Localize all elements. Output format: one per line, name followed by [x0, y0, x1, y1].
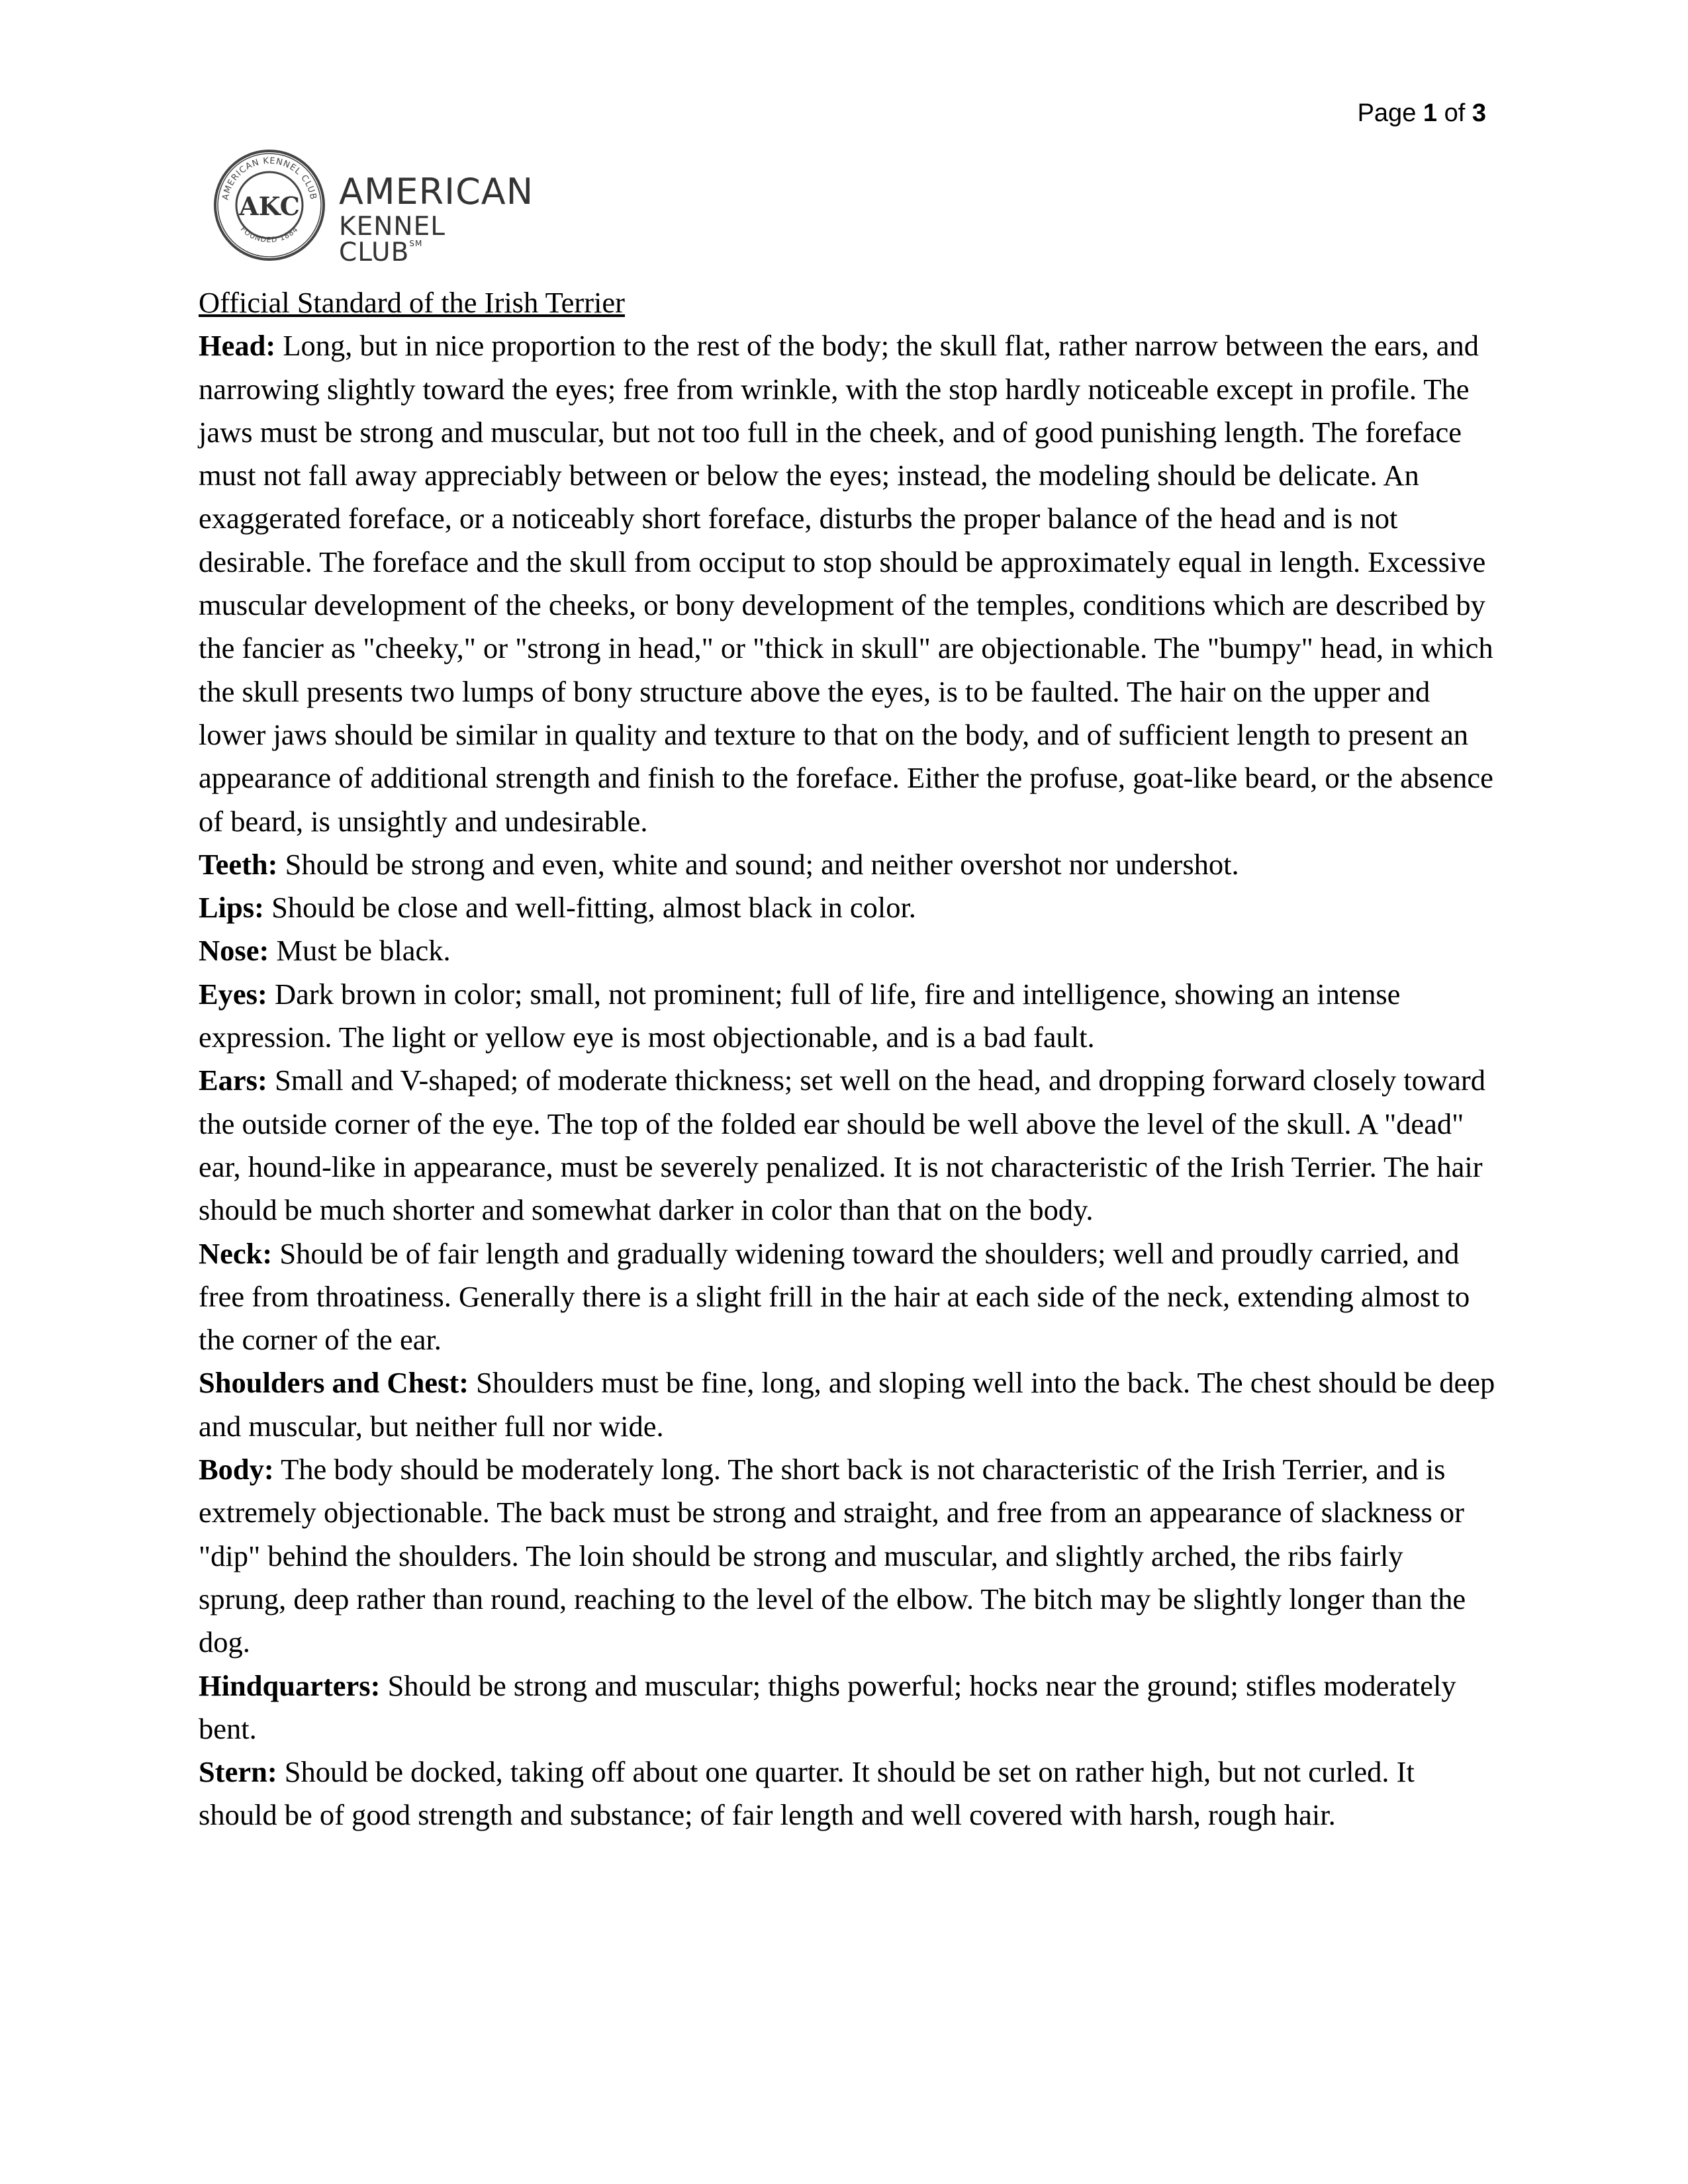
- service-mark: SM: [409, 239, 423, 248]
- section-text: Should be of fair length and gradually widening toward the shoulders; well and proudly carried, and free from throatiness. Generally there is a slight frill in the hair at each side of the neck, extending almost to the corner of the ear.: [199, 1236, 1470, 1357]
- page-number-current: 1: [1423, 99, 1438, 127]
- section-text: Should be close and well-fitting, almost black in color.: [263, 891, 916, 925]
- wordmark-line2-text: KENNEL CLUB: [339, 212, 445, 267]
- section-text: Should be strong and muscular; thighs powerful; hocks near the ground; stifles moderately bent.: [199, 1668, 1456, 1745]
- section-label: Shoulders and Chest:: [199, 1366, 469, 1400]
- page-number-of: of: [1444, 99, 1466, 127]
- akc-wordmark: [339, 171, 534, 267]
- document-body: [199, 281, 1496, 1837]
- section-label: Lips:: [199, 891, 264, 925]
- page-number-prefix: Page: [1357, 99, 1417, 127]
- section-text: Should be docked, taking off about one quarter. It should be set on rather high, but not curled. It should be of good strength and substance; of fair length and well covered with harsh, rough hair.: [199, 1755, 1415, 1832]
- section-label: Hindquarters:: [199, 1668, 381, 1702]
- section-text: Small and V-shaped; of moderate thickness; set well on the head, and dropping forward closely toward the outside corner of the eye. The top of the folded ear should be well above the level of the skull. A "dead" ear, hound-like in appearance, must be severely penalized. It is not characteristic of the Irish Terrier. The hair should be much shorter and somewhat darker in color than that on the body.: [199, 1064, 1485, 1227]
- section-label: Ears:: [199, 1064, 267, 1097]
- section-text: Shoulders must be fine, long, and sloping well into the back. The chest should be deep and muscular, but neither full nor wide.: [199, 1366, 1495, 1443]
- document-title: Official Standard of the Irish Terrier: [199, 286, 625, 319]
- section-text: Should be strong and even, white and sound; and neither overshot nor undershot.: [277, 847, 1239, 881]
- standard-section: [199, 1751, 1496, 1837]
- section-label: Head:: [199, 329, 276, 363]
- section-label: Nose:: [199, 934, 269, 968]
- section-label: Neck:: [199, 1236, 273, 1270]
- seal-ring-bottom-text: FOUNDED 1884: [238, 224, 301, 245]
- akc-logo: [213, 149, 534, 267]
- akc-seal-icon: [213, 149, 326, 261]
- standard-section: [199, 973, 1496, 1060]
- standard-section: [199, 843, 1496, 886]
- wordmark-line1: AMERICAN: [339, 171, 534, 212]
- seal-letters: AKC: [239, 191, 300, 221]
- standard-section: [199, 1059, 1496, 1232]
- standard-section: [199, 1448, 1496, 1664]
- wordmark-line2: [339, 214, 534, 265]
- page-number-total: 3: [1472, 99, 1486, 127]
- standard-section: [199, 1232, 1496, 1362]
- section-text: Must be black.: [269, 934, 451, 968]
- standard-section: [199, 886, 1496, 929]
- section-text: The body should be moderately long. The short back is not characteristic of the Irish Terrier, and is extremely objectionable. The back must be strong and straight, and free from an appearance of slackness or "dip" behind the shoulders. The loin should be strong and muscular, and slightly arched, the ribs fairly sprung, deep rather than round, reaching to the level of the elbow. The bitch may be slightly longer than the dog.: [199, 1453, 1466, 1659]
- standard-section: [199, 1361, 1496, 1448]
- standard-section: [199, 1664, 1496, 1751]
- standard-sections: [199, 324, 1496, 1837]
- standard-section: [199, 929, 1496, 972]
- svg-text:FOUNDED 1884: [239, 225, 300, 244]
- section-text: Long, but in nice proportion to the rest of the body; the skull flat, rather narrow between the ears, and narrowing slightly toward the eyes; free from wrinkle, with the stop hardly noticeable except in profile. The jaws must be strong and muscular, but not too full in the cheek, and of good punishing length. The foreface must not fall away appreciably between or below the eyes; instead, the modeling should be delicate. An exaggerated foreface, or a noticeably short foreface, disturbs the proper balance of the head and is not desirable. The foreface and the skull from occiput to stop should be approximately equal in length. Excessive muscular development of the cheeks, or bony development of the temples, conditions which are described by the fancier as "cheeky," or "strong in head," or "thick in skull" are objectionable. The "bumpy" head, in which the skull presents two lumps of bony structure above the eyes, is to be faulted. The hair on the upper and lower jaws should be similar in quality and texture to that on the body, and of sufficient length to present an appearance of additional strength and finish to the foreface. Either the profuse, goat-like beard, or the absence of beard, is unsightly and undesirable.: [199, 329, 1493, 838]
- section-label: Stern:: [199, 1755, 277, 1789]
- page-number: [1358, 99, 1486, 128]
- section-text: Dark brown in color; small, not prominent; full of life, fire and intelligence, showing an intense expression. The light or yellow eye is most objectionable, and is a bad fault.: [199, 977, 1401, 1054]
- section-label: Eyes:: [199, 977, 267, 1011]
- seal-ring-top-text: AMERICAN KENNEL CLUB: [220, 156, 318, 201]
- section-label: Body:: [199, 1453, 274, 1486]
- standard-section: [199, 324, 1496, 843]
- section-label: Teeth:: [199, 847, 278, 881]
